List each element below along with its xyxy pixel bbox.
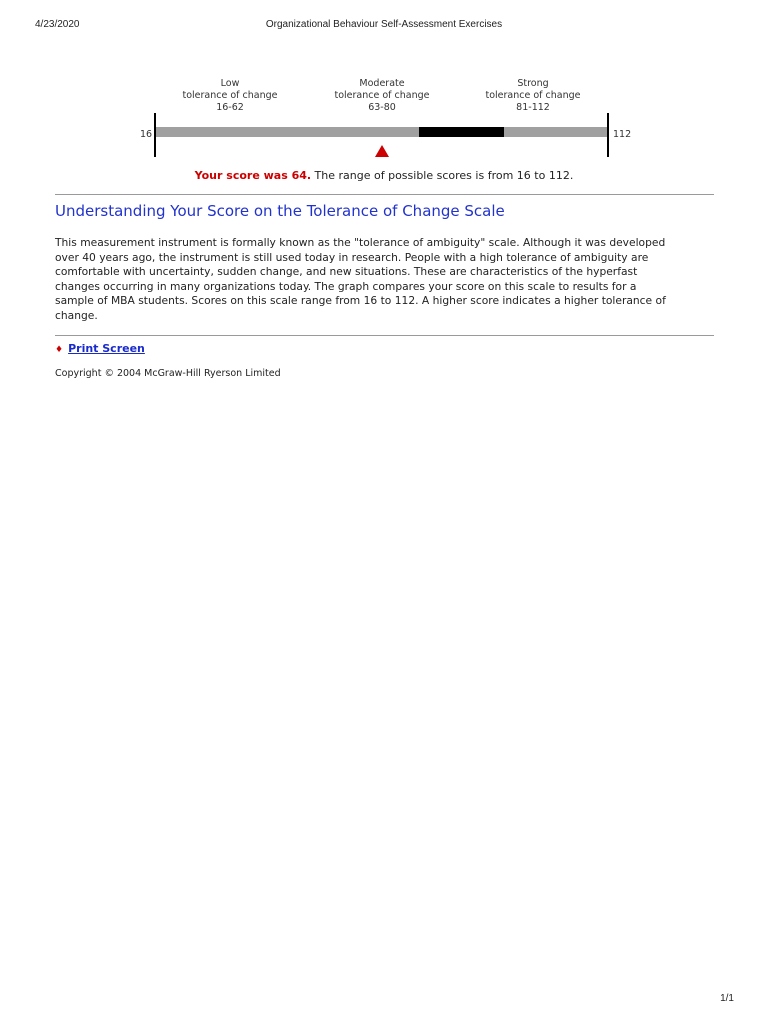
scale-min-label: 16: [140, 129, 153, 140]
low-label-line-2: tolerance of change: [182, 90, 278, 101]
divider-top: [55, 194, 714, 195]
scale-low-segment: [156, 127, 419, 137]
paragraph-line: over 40 years ago, the instrument is still used today in research. People with a high tolerance of ambiguity are: [55, 250, 649, 264]
paragraph-line: changes occurring in many organizations today. The graph compares your score on this scale to results for a: [55, 279, 637, 293]
print-date: 4/23/2020: [35, 19, 80, 30]
explanation-paragraph: [55, 236, 715, 324]
score-range-text: The range of possible scores is from 16 to 112.: [311, 169, 574, 182]
paragraph-line: sample of MBA students. Scores on this scale range from 16 to 112. A higher score indicates a higher tolerance of: [55, 294, 666, 308]
score-summary: [0, 169, 768, 182]
strong-label-line-2: tolerance of change: [485, 90, 581, 101]
scale-max-tick: [607, 113, 609, 157]
print-screen-link[interactable]: Print Screen: [68, 342, 145, 355]
print-screen-row: [55, 342, 145, 355]
score-marker-icon: [375, 145, 389, 157]
print-title: Organizational Behaviour Self-Assessment Exercises: [265, 19, 503, 30]
scale-strong-segment: [504, 127, 607, 137]
paragraph-line: change.: [55, 308, 98, 322]
paragraph-line: This measurement instrument is formally known as the "tolerance of ambiguity" scale. Although it was developed: [55, 236, 666, 249]
low-label-line-1: Low: [220, 78, 240, 89]
page-number: 1/1: [720, 993, 734, 1004]
moderate-label-line-2: tolerance of change: [334, 90, 430, 101]
strong-label-line-3: 81-112: [516, 102, 550, 113]
moderate-label-line-1: Moderate: [359, 78, 405, 89]
moderate-range-label: [307, 78, 457, 114]
score-value-text: Your score was 64.: [194, 169, 312, 182]
scale-max-label: 112: [613, 129, 632, 140]
bullet-diamond-icon: ♦: [55, 345, 64, 355]
divider-bottom: [55, 335, 714, 336]
paragraph-line: comfortable with uncertainty, sudden change, and new situations. These are characteristics of the hyperfast: [55, 265, 638, 279]
copyright-notice: Copyright © 2004 McGraw-Hill Ryerson Limited: [55, 368, 281, 379]
strong-label-line-1: Strong: [517, 78, 549, 89]
low-range-label: [155, 78, 305, 114]
scale-moderate-segment: [419, 127, 504, 137]
low-label-line-3: 16-62: [216, 102, 244, 113]
strong-range-label: [458, 78, 608, 114]
section-heading: Understanding Your Score on the Tolerance of Change Scale: [55, 202, 505, 220]
moderate-label-line-3: 63-80: [368, 102, 396, 113]
